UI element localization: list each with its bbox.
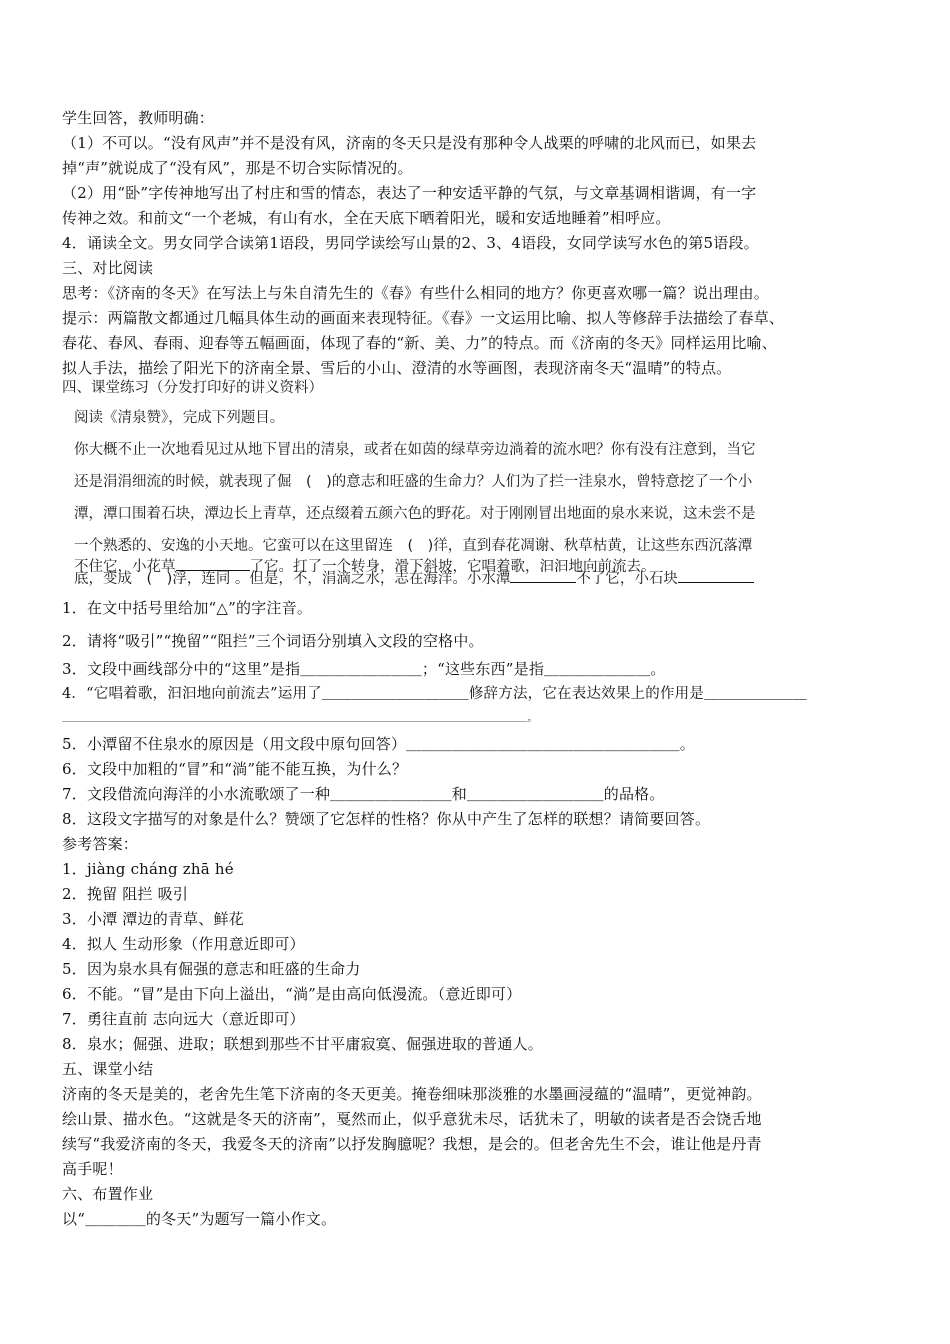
passage-line: 你大概不止一次地看见过从地下冒出的清泉，或者在如茵的绿草旁边淌着的流水吧？你有没有注意到，当它 (74, 442, 756, 458)
text-line: 4．诵读全文。男女同学合读第1语段，男同学读绘写山景的2、3、4语段，女同学读写水色的第5语段。 (62, 234, 759, 252)
text-line: 学生回答，教师明确： (62, 109, 215, 127)
answer-item: 2．挽留 阻拦 吸引 (62, 885, 189, 903)
text-line: 绘山景、描水色。“这就是冬天的济南”，戛然而止，似乎意犹未尽，话犹未了，明敏的读者是否会饶舌地 (62, 1110, 762, 1128)
passage-line (74, 556, 656, 577)
passage-line: 还是涓涓细流的时候，就表现了倔 ( )的意志和旺盛的生命力？人们为了拦一洼泉水，曾特意挖了一个小 (74, 474, 753, 490)
reading-passage-end (62, 556, 822, 586)
text-line: 济南的冬天是美的，老舍先生笔下济南的冬天更美。掩卷细味那淡雅的水墨画浸蕴的“温晴”，更觉神韵。 (62, 1085, 762, 1103)
text-line: 春花、春风、春雨、迎春等五幅画面，体现了春的“新、美、力”的特点。而《济南的冬天》同样运用比喻、 (62, 334, 777, 352)
answer-item: 6．不能。“冒”是由下向上溢出，“淌”是由高向低漫流。（意近即可） (62, 985, 522, 1003)
question-blank-line: ＿＿＿＿＿＿＿＿＿＿＿＿＿＿＿＿＿＿＿＿＿＿＿＿＿＿＿＿＿＿＿＿＿＿＿＿＿＿＿＿＿＿＿＿＿＿＿＿＿。 (62, 713, 538, 724)
answer-item: 1．jiàng cháng zhā hé (62, 860, 234, 878)
passage-text: 不了它，小石块 (576, 571, 678, 587)
question-item: 4．“它唱着歌，汩汩地向前流去”运用了＿＿＿＿＿＿＿＿＿＿修辞方法，它在表达效果上的作用是＿＿＿＿＿＿＿ (62, 686, 807, 702)
answer-item: 5．因为泉水具有倔强的意志和旺盛的生命力 (62, 960, 361, 978)
text-line: 掉“声”就说成了“没有风”，那是不切合实际情况的。 (62, 159, 413, 177)
section-heading: 三、对比阅读 (62, 259, 154, 277)
question-item: 8．这段文字描写的对象是什么？赞颂了它怎样的性格？你从中产生了怎样的联想？请简要回答。 (62, 810, 711, 828)
passage-text: 不住它，小花草 (74, 559, 176, 575)
question-item: 7．文段借流向海洋的小水流歌颂了一种＿＿＿＿＿＿＿＿和＿＿＿＿＿＿＿＿＿的品格。 (62, 785, 665, 803)
fill-blank[interactable] (176, 556, 250, 571)
text-line: 思考：《济南的冬天》在写法上与朱自清先生的《春》有些什么相同的地方？你更喜欢哪一篇？说出理由。 (62, 284, 769, 302)
section-heading: 五、课堂小结 (62, 1060, 154, 1078)
text-line: 传神之效。和前文“一个老城，有山有水，全在天底下晒着阳光，暖和安适地睡着”相呼应。 (62, 209, 671, 227)
passage-text: 了它。打了一个转身，滑下斜坡，它唱着歌，汩汩地向前流去。 (249, 559, 656, 575)
text-line: 拟人手法，描绘了阳光下的济南全景、雪后的小山、澄清的水等画图，表现济南冬天“温晴”的特点。 (62, 359, 732, 377)
section-heading: 六、布置作业 (62, 1185, 154, 1203)
text-line: 提示：两篇散文都通过几幅具体生动的画面来表现特征。《春》一文运用比喻、拟人等修辞手法描绘了春草、 (62, 309, 785, 327)
answer-item: 8．泉水；倔强、进取；联想到那些不甘平庸寂寞、倔强进取的普通人。 (62, 1035, 543, 1053)
text-line: 高手呢！ (62, 1160, 123, 1178)
passage-line: 潭，潭口围着石块，潭边长上青草，还点缀着五颜六色的野花。对于刚刚冒出地面的泉水来说，这未尝不是 (74, 506, 756, 522)
question-item: 5．小潭留不住泉水的原因是（用文段中原句回答）＿＿＿＿＿＿＿＿＿＿＿＿＿＿＿＿＿＿。 (62, 735, 695, 753)
section-heading: 四、课堂练习（分发打印好的讲义资料） (62, 380, 323, 396)
question-item: 6．文段中加粗的“冒”和“淌”能不能互换，为什么？ (62, 760, 408, 778)
passage-instruction: 阅读《清泉赞》，完成下列题目。 (74, 410, 285, 426)
question-item: 3．文段中画线部分中的“这里”是指＿＿＿＿＿＿＿＿；“这些东西”是指＿＿＿＿＿＿＿。 (62, 660, 666, 678)
question-item: 1．在文中括号里给加“△”的字注音。 (62, 599, 313, 617)
passage-text: 底，变成 ( )浮，连同 。但是，不，涓滴之水，志在海洋。小水潭 (74, 571, 511, 587)
text-line: （2）用“卧”字传神地写出了村庄和雪的情态，表达了一种安适平静的气氛，与文章基调相谐调，有一字 (62, 184, 757, 202)
passage-line: 一个熟悉的、安逸的小天地。它蛮可以在这里留连 ( )徉，直到春花凋谢、秋草枯黄，让这些东西沉落潭 (74, 538, 753, 554)
answer-item: 4．拟人 生动形象（作用意近即可） (62, 935, 305, 953)
answers-heading: 参考答案： (62, 835, 139, 853)
question-item: 2．请将“吸引”“挽留”“阻拦”三个词语分别填入文段的空格中。 (62, 632, 484, 650)
text-line: 续写“我爱济南的冬天，我爱冬天的济南”以抒发胸臆呢？我想，是会的。但老舍先生不会，谁让他是丹青 (62, 1135, 762, 1153)
homework-line: 以“＿＿＿＿的冬天”为题写一篇小作文。 (62, 1210, 337, 1228)
answer-item: 3．小潭 潭边的青草、鲜花 (62, 910, 244, 928)
text-line: （1）不可以。“没有风声”并不是没有风，济南的冬天只是没有那种令人战栗的呼啸的北风而已，如果去 (62, 134, 757, 152)
answer-item: 7．勇往直前 志向远大（意近即可） (62, 1010, 305, 1028)
